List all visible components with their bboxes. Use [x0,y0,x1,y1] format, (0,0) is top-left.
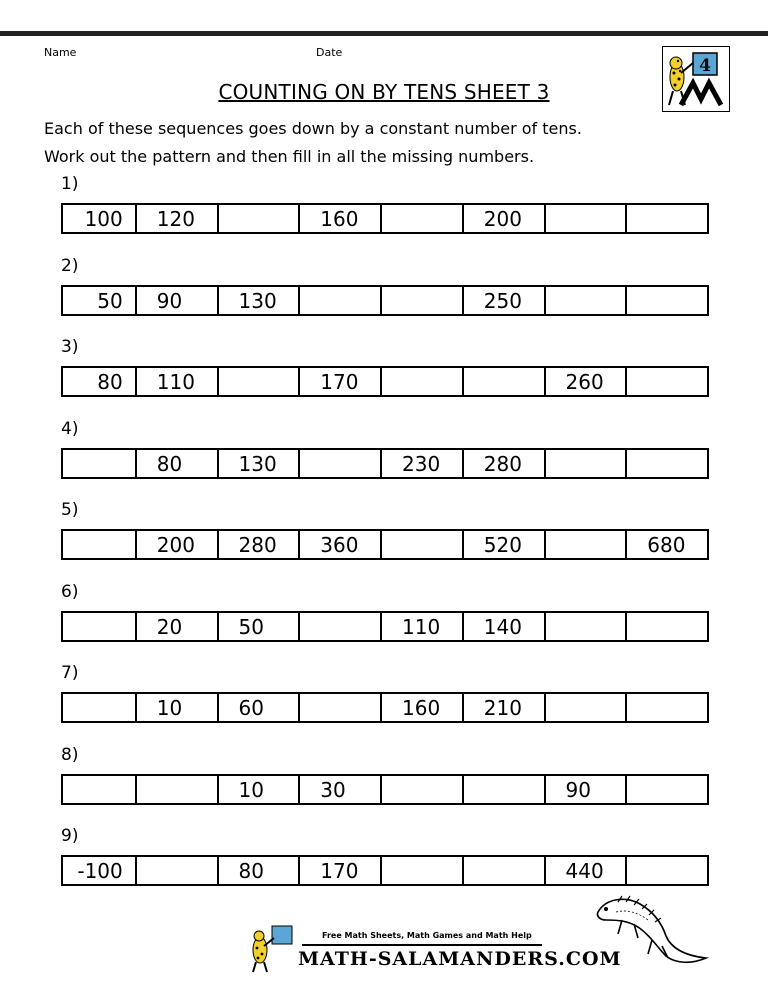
problem-number: 1) [61,174,79,194]
answer-box[interactable] [627,450,707,477]
sequence-value: 120 [137,205,219,232]
answer-box[interactable] [63,450,137,477]
sequence-value: 10 [219,776,301,803]
answer-box[interactable] [300,694,382,721]
sequence-value: 200 [137,531,219,558]
answer-box[interactable] [627,205,707,232]
sequence-value: 20 [137,613,219,640]
answer-box[interactable] [63,694,137,721]
sequence-value: 440 [546,857,628,884]
sequence-value: 10 [137,694,219,721]
sequence-row [61,285,709,316]
sequence-value: 260 [546,368,628,395]
sequence-value: 130 [219,287,301,314]
sequence-value: 360 [300,531,382,558]
problem-number: 6) [61,582,79,602]
answer-box[interactable] [63,613,137,640]
sequence-value: 680 [647,532,686,557]
problem-number: 9) [61,826,79,846]
sequence-value: 30 [300,776,382,803]
sequence-value: 110 [382,613,464,640]
answer-box[interactable] [382,287,464,314]
sequence-row [61,529,709,560]
sequence-value: 80 [219,857,301,884]
footer-salamander-logo-icon [246,924,296,974]
salamander-icon [592,890,712,985]
problem-number: 3) [61,337,79,357]
sequence-row [61,774,709,805]
sequence-value: 60 [219,694,301,721]
sequence-row [61,366,709,397]
sequence-value: 230 [382,450,464,477]
answer-box[interactable] [546,694,628,721]
sequence-value: 110 [137,368,219,395]
answer-box[interactable] [382,205,464,232]
problem-number: 7) [61,663,79,683]
answer-box[interactable] [137,776,219,803]
problem-number: 4) [61,419,79,439]
answer-box[interactable] [627,694,707,721]
footer-tagline: Free Math Sheets, Math Games and Math Help [322,931,532,940]
answer-box[interactable] [300,450,382,477]
answer-box[interactable] [382,857,464,884]
sequence-row [61,611,709,642]
sequence-value: 280 [219,531,301,558]
answer-box[interactable] [63,531,137,558]
sequence-value: 140 [464,613,546,640]
answer-box[interactable] [300,287,382,314]
sequence-value: 520 [464,531,546,558]
answer-box[interactable] [464,776,546,803]
answer-box[interactable] [300,613,382,640]
instruction-line-1: Each of these sequences goes down by a constant number of tens. [44,119,582,138]
footer-rule [302,944,542,946]
answer-box[interactable] [382,531,464,558]
top-rule [0,31,768,36]
answer-box[interactable] [546,613,628,640]
sequence-value: 200 [464,205,546,232]
sequence-value: 170 [300,368,382,395]
footer-brand: MATH-SALAMANDERS.COM [298,948,622,970]
answer-box[interactable] [382,368,464,395]
answer-box[interactable] [546,205,628,232]
sequence-row [61,692,709,723]
answer-box[interactable] [464,857,546,884]
name-label: Name [44,46,77,59]
answer-box[interactable] [627,613,707,640]
logo-number: 4 [699,56,711,76]
sequence-value: 250 [464,287,546,314]
answer-box[interactable] [137,857,219,884]
sequence-value: 90 [546,776,628,803]
answer-box[interactable] [627,368,707,395]
sequence-value: 170 [300,857,382,884]
sequence-value: 130 [219,450,301,477]
answer-box[interactable] [546,287,628,314]
answer-box[interactable] [627,776,707,803]
answer-box[interactable] [546,450,628,477]
sequence-value: 210 [464,694,546,721]
date-label: Date [316,46,343,59]
sequence-value: 50 [63,287,137,314]
answer-box[interactable] [627,287,707,314]
problem-number: 2) [61,256,79,276]
page-title: COUNTING ON BY TENS SHEET 3 [218,80,550,104]
sequence-row [61,203,709,234]
sequence-value: 80 [137,450,219,477]
sequence-value: 160 [382,694,464,721]
answer-box[interactable] [382,776,464,803]
sequence-value: 100 [63,205,137,232]
answer-box[interactable] [546,531,628,558]
sequence-value: 90 [137,287,219,314]
answer-box[interactable] [219,368,301,395]
sequence-value: 80 [63,368,137,395]
sequence-row [61,448,709,479]
sequence-value: -100 [63,857,137,884]
instruction-line-2: Work out the pattern and then fill in all the missing numbers. [44,147,535,166]
answer-box[interactable] [464,368,546,395]
sequence-row [61,855,709,886]
answer-box[interactable] [63,776,137,803]
problem-number: 8) [61,745,79,765]
sequence-value: 160 [300,205,382,232]
sequence-value: 50 [219,613,301,640]
answer-box[interactable] [627,857,707,884]
answer-box[interactable] [219,205,301,232]
problem-number: 5) [61,500,79,520]
sequence-value: 280 [464,450,546,477]
